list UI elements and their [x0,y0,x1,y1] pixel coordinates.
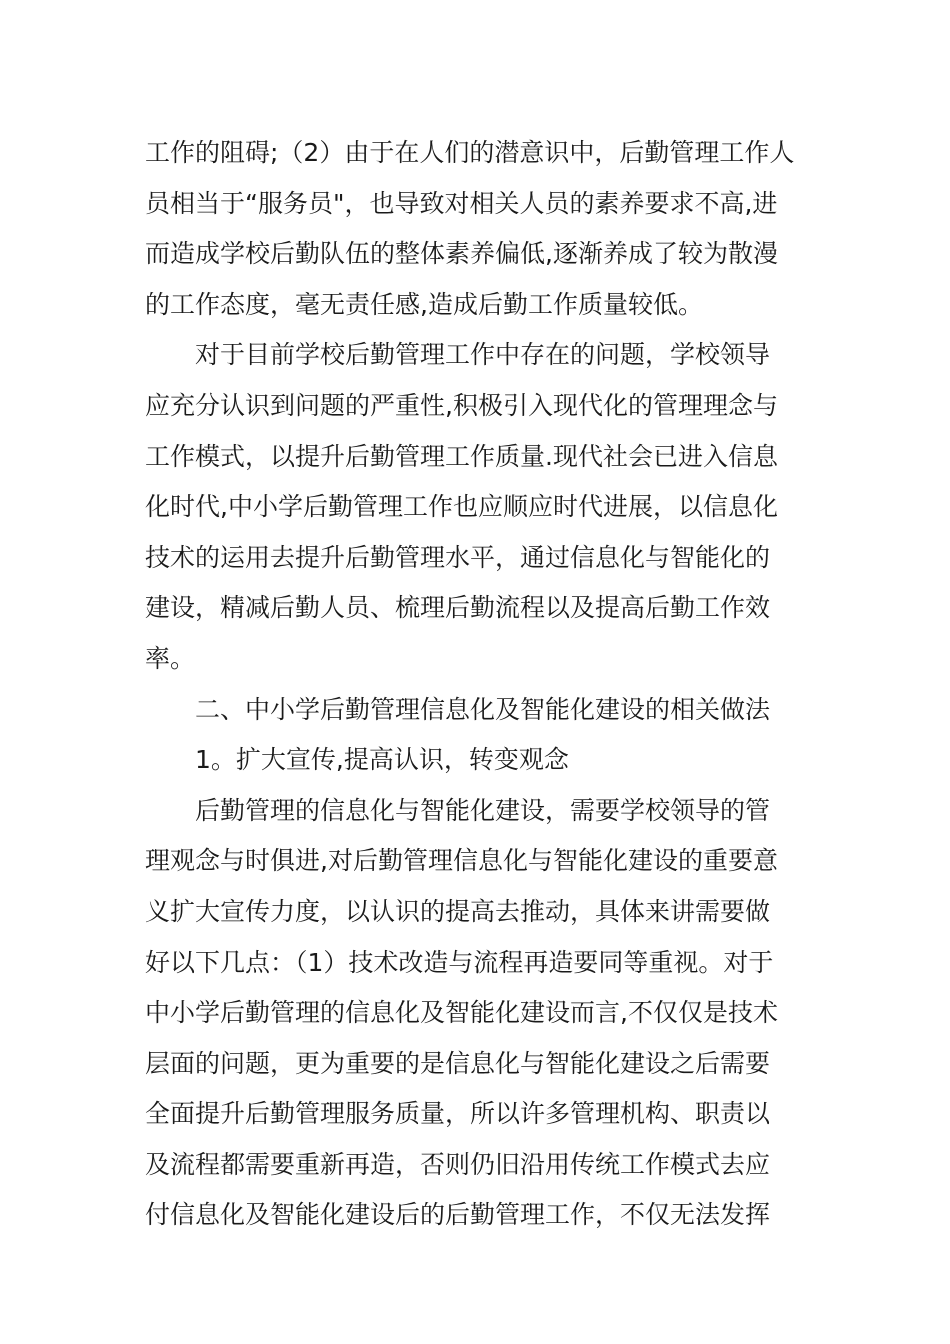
text-line: 及流程都需要重新再造，否则仍旧沿用传统工作模式去应 [145,1149,771,1179]
text-line: 对于目前学校后勤管理工作中存在的问题，学校领导 [195,340,771,370]
text-line: 后勤管理的信息化与智能化建设，需要学校领导的管 [195,795,771,825]
text-line: 层面的问题，更为重要的是信息化与智能化建设之后需要 [145,1048,771,1078]
text-line: 而造成学校后勤队伍的整体素养偏低,逐渐养成了较为散漫 [145,239,778,269]
text-line: 理观念与时俱进,对后勤管理信息化与智能化建设的重要意 [145,846,778,876]
text-line: 工作模式，以提升后勤管理工作质量.现代社会已进入信息 [145,441,778,471]
section-heading [145,685,810,736]
text-line: 率。 [145,643,196,673]
text-line: 义扩大宣传力度，以认识的提高去推动，具体来讲需要做 [145,896,771,926]
text-line: 员相当于“服务员"，也导致对相关人员的素养要求不高,进 [145,188,778,218]
paragraph-problems [145,330,810,684]
text-line: 全面提升后勤管理服务质量，所以许多管理机构、职责以 [145,1099,771,1129]
text-line: 建设，精减后勤人员、梳理后勤流程以及提高后勤工作效 [145,593,771,623]
text-line: 付信息化及智能化建设后的后勤管理工作，不仅无法发挥 [145,1200,771,1230]
document-body [145,128,810,1241]
paragraph-publicity [145,786,810,1241]
text-line: 中小学后勤管理的信息化及智能化建设而言,不仅仅是技术 [145,998,778,1028]
text-line: 二、中小学后勤管理信息化及智能化建设的相关做法 [195,694,771,724]
text-line: 好以下几点：（1）技术改造与流程再造要同等重视。对于 [145,947,774,977]
paragraph-continuation [145,128,810,330]
text-line: 工作的阻碍;（2）由于在人们的潜意识中，后勤管理工作人 [145,138,795,167]
text-line: 1。扩大宣传,提高认识，转变观念 [195,745,569,775]
text-line: 的工作态度，毫无责任感,造成后勤工作质量较低。 [145,289,703,319]
text-line: 化时代,中小学后勤管理工作也应顺应时代进展，以信息化 [145,492,778,522]
text-line: 技术的运用去提升后勤管理水平，通过信息化与智能化的 [145,542,771,572]
text-line: 应充分认识到问题的严重性,积极引入现代化的管理理念与 [145,390,778,420]
subsection-heading [145,735,810,786]
